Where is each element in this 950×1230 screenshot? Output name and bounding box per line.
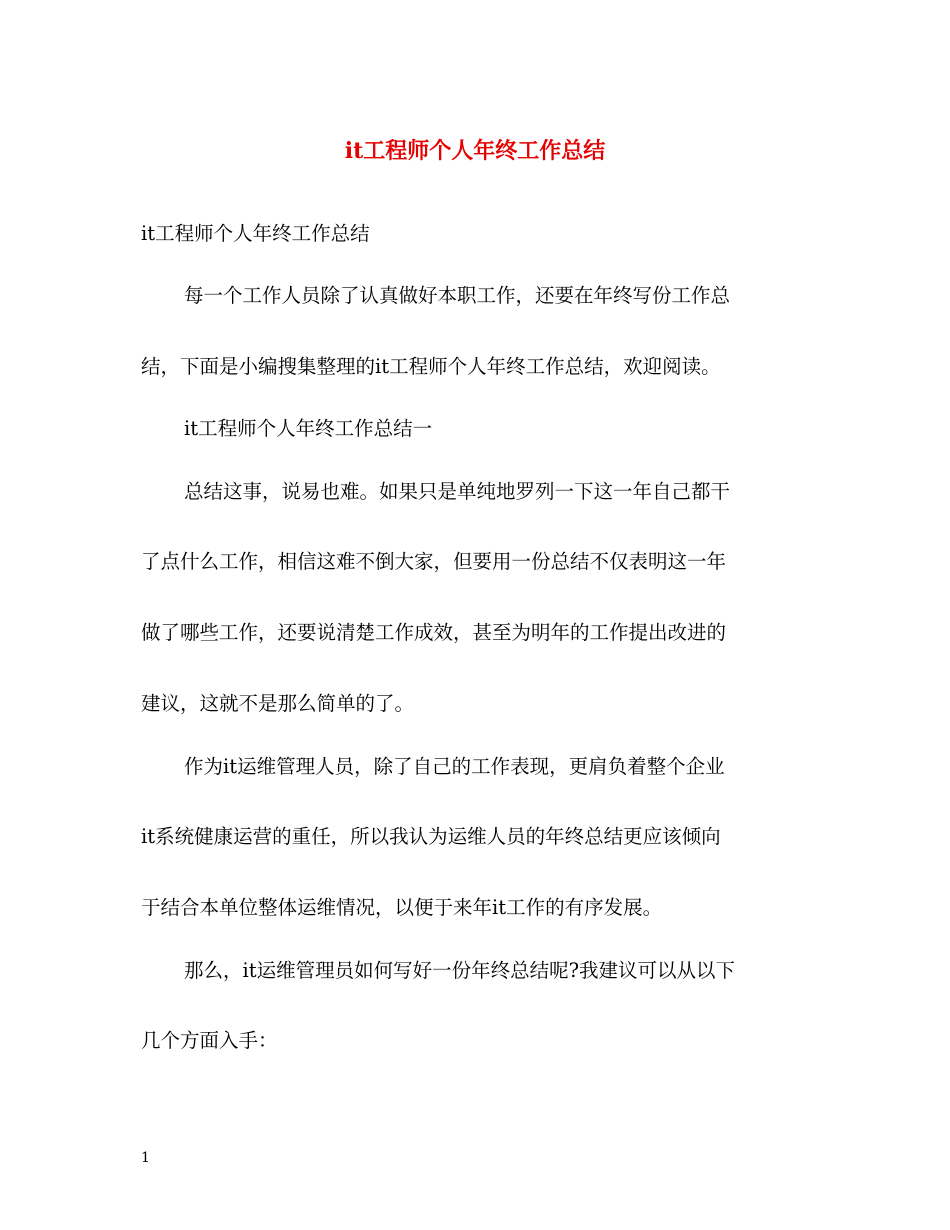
paragraph-line: it系统健康运营的重任，所以我认为运维人员的年终总结更应该倾向	[141, 825, 721, 848]
page-number: 1	[141, 1150, 150, 1166]
paragraph-line: 总结这事，说易也难。如果只是单纯地罗列一下这一年自己都干	[184, 480, 731, 503]
paragraph-line: 了点什么工作，相信这难不倒大家，但要用一份总结不仅表明这一年	[141, 550, 727, 573]
paragraph-line: 作为it运维管理人员，除了自己的工作表现，更肩负着整个企业	[184, 755, 725, 778]
paragraph-line: 那么，it运维管理员如何写好一份年终总结呢?我建议可以从以下	[184, 959, 736, 982]
paragraph-line: 于结合本单位整体运维情况，以便于来年it工作的有序发展。	[141, 896, 663, 919]
paragraph-line: 建议，这就不是那么简单的了。	[141, 692, 415, 715]
section-heading: it工程师个人年终工作总结一	[184, 417, 433, 440]
paragraph-line: 做了哪些工作，还要说清楚工作成效，甚至为明年的工作提出改进的	[141, 621, 727, 644]
subtitle-line: it工程师个人年终工作总结	[141, 222, 370, 245]
paragraph-line: 结，下面是小编搜集整理的it工程师个人年终工作总结，欢迎阅读。	[141, 355, 721, 378]
document-title: it工程师个人年终工作总结	[344, 138, 606, 164]
paragraph-line: 几个方面入手：	[141, 1029, 278, 1052]
paragraph-line: 每一个工作人员除了认真做好本职工作，还要在年终写份工作总	[184, 284, 731, 307]
